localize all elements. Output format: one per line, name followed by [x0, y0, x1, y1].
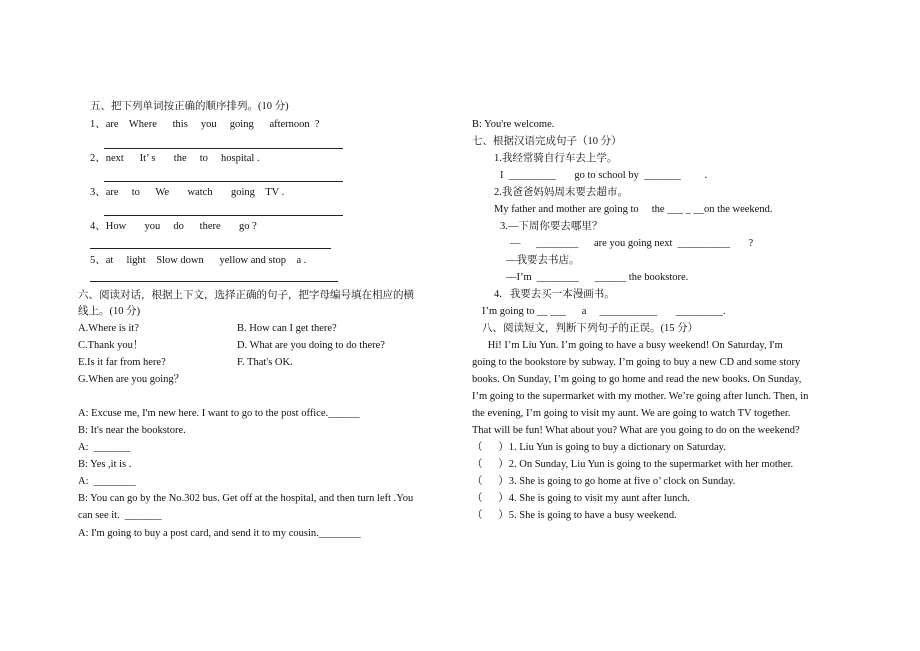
- reorder-item-4: 4、How you do there go ?: [90, 221, 257, 232]
- dialogue-line-7: can see it. _______: [78, 510, 162, 521]
- passage-line-1: Hi! I’m Liu Yun. I’m going to have a busy weekend! On Saturday, I'm: [472, 340, 783, 351]
- section8-heading: 八、阅读短文，判断下列句子的正误。(15 分）: [482, 323, 699, 334]
- sec7-line-4: My father and mother are going to the ___ _ __on the weekend.: [494, 204, 773, 215]
- dialogue-continued: B: You're welcome.: [472, 119, 555, 130]
- option-g: G.When are you going？: [78, 374, 185, 385]
- sec7-line-3: 2.我爸爸妈妈周末要去超市。: [494, 187, 628, 198]
- dialogue-line-4: B: Yes ,it is .: [78, 459, 132, 470]
- sec7-line-10: I’m going to __ ___ a ___________ _________.: [482, 306, 726, 317]
- statement-4[interactable]: （ ）4. She is going to visit my aunt after lunch.: [472, 493, 690, 504]
- sec7-line-7: —我要去书店。: [506, 255, 580, 266]
- reorder-item-5: 5、at light Slow down yellow and stop a .: [90, 255, 307, 266]
- sec7-line-6: — ________ are you going next __________ ?: [510, 238, 754, 249]
- dialogue-line-8: A: I'm going to buy a post card, and send it to my cousin.________: [78, 528, 361, 539]
- passage-line-5: the evening, I’m going to visit my aunt. We are going to watch TV together.: [472, 408, 791, 419]
- sec7-line-2: I _________ go to school by _______ .: [500, 170, 708, 181]
- dialogue-line-1: A: Excuse me, I'm new here. I want to go to the post office.______: [78, 408, 360, 419]
- statement-1[interactable]: （ ）1. Liu Yun is going to buy a dictionary on Saturday.: [472, 442, 726, 453]
- section5-heading: 五、把下列单词按正确的顺序排列。(10 分): [90, 101, 289, 112]
- passage-line-4: I’m going to the supermarket with my mother. We’re going after lunch. Then, in: [472, 391, 809, 402]
- option-f: F. That's OK.: [237, 357, 293, 368]
- passage-line-3: books. On Sunday, I’m going to go home and read the new books. On Sunday,: [472, 374, 802, 385]
- sec7-line-9: 4. 我要去买一本漫画书。: [494, 289, 615, 300]
- option-a: A.Where is it?: [78, 323, 139, 334]
- statement-3[interactable]: （ ）3. She is going to go home at five o’ clock on Sunday.: [472, 476, 736, 487]
- reorder-item-2: 2、next It’ s the to hospital .: [90, 153, 260, 164]
- statement-2[interactable]: （ ）2. On Sunday, Liu Yun is going to the supermarket with her mother.: [472, 459, 794, 470]
- reorder-item-3: 3、are to We watch going TV .: [90, 187, 285, 198]
- answer-line-1[interactable]: [104, 148, 343, 149]
- dialogue-line-6: B: You can go by the No.302 bus. Get off at the hospital, and then turn left .You: [78, 493, 414, 504]
- section7-heading: 七、根据汉语完成句子（10 分）: [472, 136, 622, 147]
- answer-line-2[interactable]: [104, 181, 343, 182]
- passage-line-6: That will be fun! What about you? What are you going to do on the weekend?: [472, 425, 800, 436]
- option-e: E.Is it far from here?: [78, 357, 166, 368]
- sec7-line-1: 1.我经常骑自行车去上学。: [494, 153, 618, 164]
- answer-line-5[interactable]: [90, 281, 338, 282]
- reorder-item-1: 1、are Where this you going afternoon ?: [90, 119, 320, 130]
- answer-line-3[interactable]: [104, 215, 343, 216]
- dialogue-line-3: A: _______: [78, 442, 131, 453]
- answer-line-4[interactable]: [90, 248, 331, 249]
- option-b: B. How can I get there?: [237, 323, 337, 334]
- sec7-line-8: —I’m ________ ______ the bookstore.: [506, 272, 689, 283]
- section6-heading-line1: 六、阅读对话，根据上下文，选择正确的句子，把字母编号填在相应的横: [78, 290, 414, 301]
- dialogue-line-5: A: ________: [78, 476, 136, 487]
- dialogue-line-2: B: It's near the bookstore.: [78, 425, 186, 436]
- sec7-line-5: 3.—下周你要去哪里？: [500, 221, 603, 232]
- option-c: C.Thank you！: [78, 340, 144, 351]
- option-d: D. What are you doing to do there?: [237, 340, 385, 351]
- section6-heading-line2: 线上。(10 分): [78, 306, 141, 317]
- statement-5[interactable]: （ ）5. She is going to have a busy weekend.: [472, 510, 677, 521]
- passage-line-2: going to the bookstore by subway. I’m going to buy a new CD and some story: [472, 357, 801, 368]
